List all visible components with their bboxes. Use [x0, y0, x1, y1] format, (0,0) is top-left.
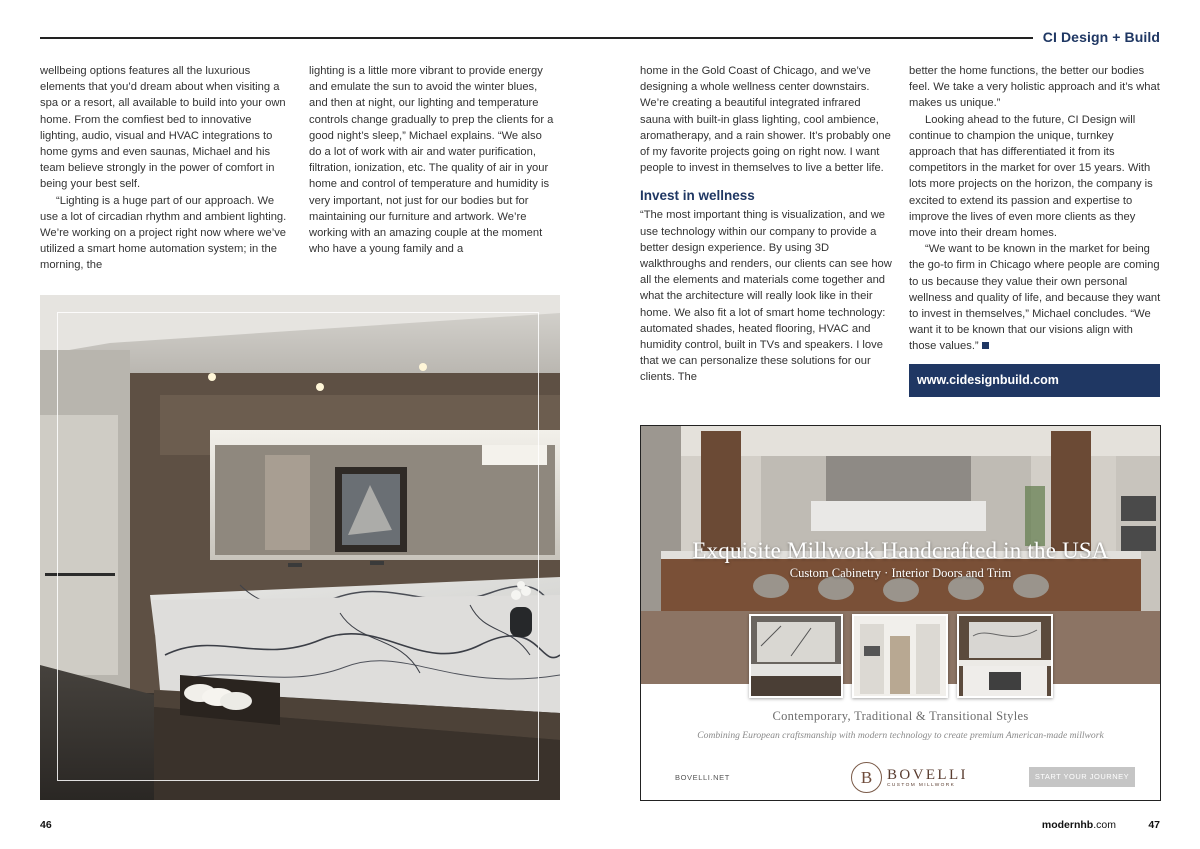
paragraph: home in the Gold Coast of Chicago, and we’ve designing a whole wellness center downstairs. We’re creating a beautiful integrated infrared sauna with built-in glass lighting, cool ambience, aromatherapy, and a rain shower. It’s probably one of my favorite projects going on right now. I want people to invest in themselves to live a better life. [640, 65, 891, 175]
subheading: Invest in wellness [640, 188, 755, 204]
article-column-4 [909, 63, 1161, 355]
website-link[interactable]: www.cidesignbuild.com [909, 364, 1160, 397]
paragraph: wellbeing options features all the luxurious elements that you’d dream about when visiting a spa or a resort, all available to build into your own home. From the comfiest bed to innovative lighting, audio, visual and HVAC integrations to home gyms and even saunas, Michael and his team believe strongly in the power of comfort in being your best self. [40, 65, 286, 191]
footer-website[interactable] [1042, 819, 1116, 831]
end-mark-icon [982, 342, 989, 349]
ad-thumbnail-hallway-illustration [854, 616, 946, 696]
article-column-3 [640, 63, 892, 386]
ad-thumbnail-bathroom [749, 614, 843, 698]
ad-headline: Exquisite Millwork Handcrafted in the USA [692, 538, 1109, 563]
photo-frame [57, 312, 539, 781]
advertisement[interactable] [640, 425, 1161, 801]
article-column-2 [309, 63, 555, 257]
ad-subheadline: Custom Cabinetry · Interior Doors and Trim [789, 566, 1012, 580]
section-title: CI Design + Build [1042, 29, 1160, 45]
bovelli-name: BOVELLI [887, 766, 968, 783]
bathroom-photo [40, 295, 560, 800]
header-rule [40, 37, 1033, 39]
paragraph: “The most important thing is visualization, and we use technology within our company to provide a better design experience. By using 3D walkthroughs and renders, our clients can see how all the elements and materials come together and what the architecture will really look like in their home. We also fit a lot of smart home technology: automated shades, heated flooring, HVAC and humidity control, built in TVs and speakers. I love that we can personalize these solutions for our clients. The [640, 209, 892, 384]
bovelli-wordmark [887, 768, 968, 788]
paragraph-text: “We want to be known in the market for being the go-to firm in Chicago where people are coming to us because they value their own personal wellness and quality of life, and because they want to invest in themselves,” Michael concludes. “We want it to be known that our visions align with those values.” [909, 243, 1161, 353]
paragraph: “Lighting is a huge part of our approach. We use a lot of circadian rhythm and ambient lighting. We’re working on a project right now where we’ve utilized a smart home automation system; in the morning, the [40, 194, 287, 272]
bovelli-logo [851, 762, 968, 793]
paragraph: lighting is a little more vibrant to provide energy and emulate the sun to avoid the winter blues, and then at night, our lighting and temperature controls change gradually to prep the clients for a good night’s sleep,” Michael explains. “We also do a lot of work with air and water purification, filtration, ionization, etc. The quality of air in your home and control of temperature and humidity is very important, not just for our bodies but for maintaining our furniture and artwork. We’re working with an amazing couple at the moment who have a young family and a [309, 65, 554, 256]
ad-tagline: Combining European craftsmanship with modern technology to create premium American-made millwork [697, 730, 1104, 741]
ad-thumbnail-kitchen-illustration [959, 616, 1051, 696]
ad-site-link[interactable]: BOVELLI.NET [675, 773, 730, 782]
ad-thumbnail-bathroom-illustration [751, 616, 841, 696]
ad-thumbnail-kitchen [957, 614, 1053, 698]
paragraph: Looking ahead to the future, CI Design will continue to champion the unique, turnkey approach that has differentiated it from its competitors in the market for over 15 years. With lots more projects on the horizon, the company is excited to extend its passion and expertise to improve the lives of even more clients as they move into their dream homes. [909, 113, 1153, 240]
ad-thumbnail-hallway [852, 614, 948, 698]
article-column-1 [40, 63, 290, 274]
footer-site-bold: modernhb [1041, 819, 1094, 831]
paragraph: better the home functions, the better our bodies feel. We take a very holistic approach and it’s what makes us unique.” [909, 65, 1160, 110]
paragraph [909, 241, 1161, 354]
page-number-left: 46 [40, 819, 52, 831]
page-number-right: 47 [1148, 819, 1160, 831]
bovelli-subname: CUSTOM MILLWORK [887, 782, 956, 788]
bovelli-logo-icon: B [851, 762, 882, 793]
ad-styles-text: Contemporary, Traditional & Transitional Styles [772, 709, 1029, 723]
start-journey-button[interactable]: START YOUR JOURNEY [1029, 767, 1135, 787]
footer-site-tld: .com [1093, 819, 1116, 831]
